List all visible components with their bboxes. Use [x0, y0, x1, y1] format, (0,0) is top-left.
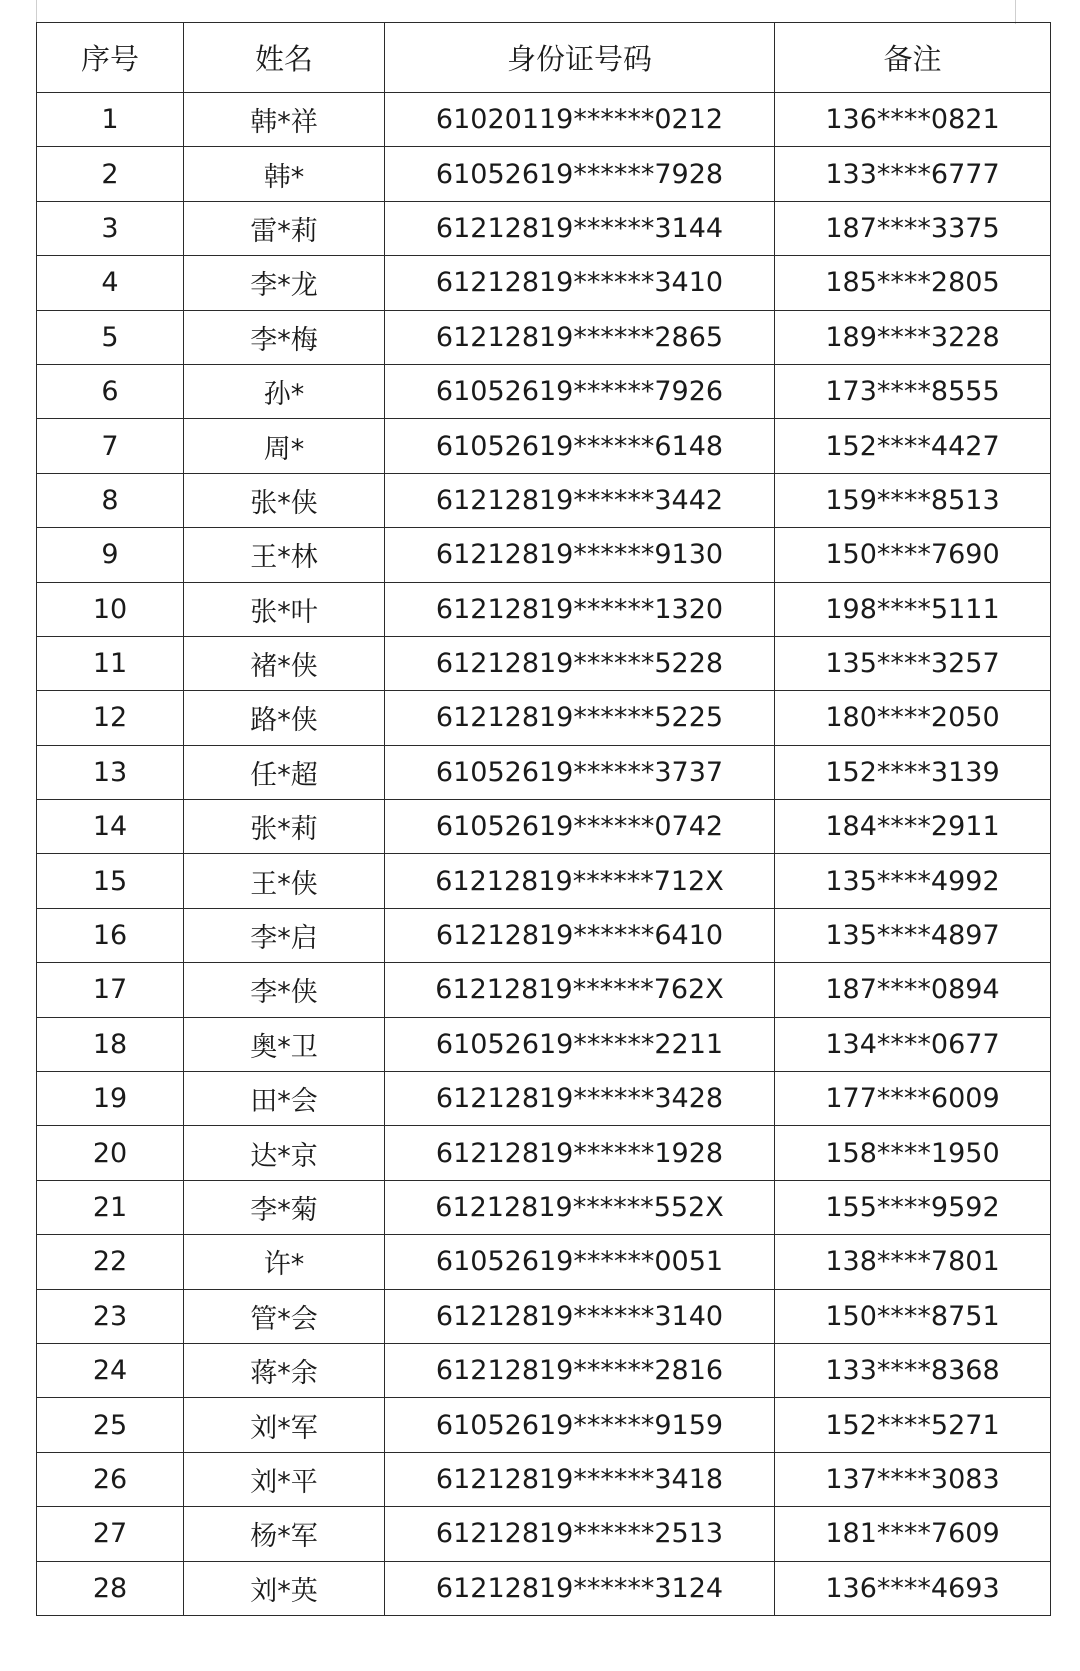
table-row	[37, 1507, 1051, 1561]
cell-name: 李*侠	[184, 963, 385, 1017]
cell-name: 蒋*余	[184, 1343, 385, 1397]
cell-remarks: 198****5111	[775, 582, 1051, 636]
cell-serial-number: 19	[37, 1072, 184, 1126]
header-remarks: 备注	[775, 23, 1051, 93]
cell-name: 雷*莉	[184, 201, 385, 255]
cell-id-number: 61212819******1928	[385, 1126, 775, 1180]
cell-name: 奥*卫	[184, 1017, 385, 1071]
cell-serial-number: 10	[37, 582, 184, 636]
cell-remarks: 158****1950	[775, 1126, 1051, 1180]
cell-id-number: 61052619******7926	[385, 364, 775, 418]
cell-name: 张*侠	[184, 473, 385, 527]
table-row	[37, 963, 1051, 1017]
roster-table	[36, 22, 1051, 1616]
cell-name: 韩*	[184, 147, 385, 201]
cell-remarks: 180****2050	[775, 691, 1051, 745]
page-edge-right	[1015, 0, 1016, 24]
table-row	[37, 93, 1051, 147]
cell-remarks: 187****0894	[775, 963, 1051, 1017]
cell-remarks: 181****7609	[775, 1507, 1051, 1561]
cell-id-number: 61212819******712X	[385, 854, 775, 908]
table-row	[37, 528, 1051, 582]
cell-remarks: 138****7801	[775, 1235, 1051, 1289]
table-row	[37, 1072, 1051, 1126]
cell-remarks: 136****4693	[775, 1561, 1051, 1615]
cell-serial-number: 28	[37, 1561, 184, 1615]
cell-id-number: 61212819******2816	[385, 1343, 775, 1397]
cell-serial-number: 17	[37, 963, 184, 1017]
table-row	[37, 1235, 1051, 1289]
cell-remarks: 187****3375	[775, 201, 1051, 255]
cell-remarks: 137****3083	[775, 1452, 1051, 1506]
table-row	[37, 473, 1051, 527]
cell-remarks: 135****4897	[775, 908, 1051, 962]
table-header	[37, 23, 1051, 93]
cell-remarks: 152****4427	[775, 419, 1051, 473]
cell-serial-number: 8	[37, 473, 184, 527]
cell-serial-number: 12	[37, 691, 184, 745]
cell-name: 刘*平	[184, 1452, 385, 1506]
cell-name: 杨*军	[184, 1507, 385, 1561]
cell-remarks: 135****4992	[775, 854, 1051, 908]
cell-name: 许*	[184, 1235, 385, 1289]
cell-id-number: 61212819******3410	[385, 256, 775, 310]
cell-name: 褚*侠	[184, 636, 385, 690]
table-row	[37, 419, 1051, 473]
cell-id-number: 61052619******7928	[385, 147, 775, 201]
cell-name: 李*龙	[184, 256, 385, 310]
table-row	[37, 908, 1051, 962]
cell-id-number: 61212819******3428	[385, 1072, 775, 1126]
cell-serial-number: 1	[37, 93, 184, 147]
cell-id-number: 61052619******6148	[385, 419, 775, 473]
cell-remarks: 152****5271	[775, 1398, 1051, 1452]
cell-id-number: 61212819******552X	[385, 1180, 775, 1234]
table-row	[37, 854, 1051, 908]
cell-serial-number: 4	[37, 256, 184, 310]
table-row	[37, 1561, 1051, 1615]
table-row	[37, 201, 1051, 255]
table-row	[37, 582, 1051, 636]
cell-serial-number: 5	[37, 310, 184, 364]
table-row	[37, 636, 1051, 690]
cell-id-number: 61212819******6410	[385, 908, 775, 962]
cell-id-number: 61020119******0212	[385, 93, 775, 147]
cell-name: 刘*英	[184, 1561, 385, 1615]
cell-name: 路*侠	[184, 691, 385, 745]
cell-serial-number: 7	[37, 419, 184, 473]
cell-name: 李*菊	[184, 1180, 385, 1234]
cell-remarks: 133****6777	[775, 147, 1051, 201]
cell-id-number: 61052619******9159	[385, 1398, 775, 1452]
cell-serial-number: 26	[37, 1452, 184, 1506]
cell-name: 张*莉	[184, 800, 385, 854]
table-row	[37, 1452, 1051, 1506]
cell-serial-number: 6	[37, 364, 184, 418]
cell-id-number: 61212819******9130	[385, 528, 775, 582]
cell-remarks: 150****8751	[775, 1289, 1051, 1343]
cell-id-number: 61212819******3418	[385, 1452, 775, 1506]
table-row	[37, 1398, 1051, 1452]
cell-id-number: 61212819******5228	[385, 636, 775, 690]
cell-remarks: 177****6009	[775, 1072, 1051, 1126]
cell-id-number: 61212819******3124	[385, 1561, 775, 1615]
table-row	[37, 256, 1051, 310]
cell-name: 任*超	[184, 745, 385, 799]
table-row	[37, 745, 1051, 799]
cell-id-number: 61212819******1320	[385, 582, 775, 636]
cell-name: 王*林	[184, 528, 385, 582]
cell-remarks: 136****0821	[775, 93, 1051, 147]
header-id-number: 身份证号码	[385, 23, 775, 93]
cell-remarks: 173****8555	[775, 364, 1051, 418]
cell-id-number: 61052619******0742	[385, 800, 775, 854]
cell-id-number: 61212819******3140	[385, 1289, 775, 1343]
cell-remarks: 159****8513	[775, 473, 1051, 527]
cell-name: 李*启	[184, 908, 385, 962]
cell-remarks: 135****3257	[775, 636, 1051, 690]
cell-remarks: 134****0677	[775, 1017, 1051, 1071]
table-row	[37, 800, 1051, 854]
cell-id-number: 61052619******3737	[385, 745, 775, 799]
cell-id-number: 61212819******762X	[385, 963, 775, 1017]
cell-serial-number: 23	[37, 1289, 184, 1343]
cell-serial-number: 2	[37, 147, 184, 201]
cell-name: 刘*军	[184, 1398, 385, 1452]
cell-remarks: 152****3139	[775, 745, 1051, 799]
cell-serial-number: 20	[37, 1126, 184, 1180]
cell-serial-number: 16	[37, 908, 184, 962]
cell-name: 韩*祥	[184, 93, 385, 147]
cell-serial-number: 21	[37, 1180, 184, 1234]
cell-serial-number: 14	[37, 800, 184, 854]
cell-id-number: 61212819******2513	[385, 1507, 775, 1561]
cell-remarks: 133****8368	[775, 1343, 1051, 1397]
cell-serial-number: 13	[37, 745, 184, 799]
header-row	[37, 23, 1051, 93]
cell-serial-number: 27	[37, 1507, 184, 1561]
cell-serial-number: 18	[37, 1017, 184, 1071]
table-row	[37, 147, 1051, 201]
cell-name: 田*会	[184, 1072, 385, 1126]
cell-remarks: 184****2911	[775, 800, 1051, 854]
cell-serial-number: 9	[37, 528, 184, 582]
cell-serial-number: 15	[37, 854, 184, 908]
header-serial-number: 序号	[37, 23, 184, 93]
cell-name: 李*梅	[184, 310, 385, 364]
cell-name: 王*侠	[184, 854, 385, 908]
cell-name: 孙*	[184, 364, 385, 418]
table-row	[37, 310, 1051, 364]
cell-remarks: 189****3228	[775, 310, 1051, 364]
cell-serial-number: 22	[37, 1235, 184, 1289]
cell-serial-number: 11	[37, 636, 184, 690]
cell-id-number: 61052619******0051	[385, 1235, 775, 1289]
table-row	[37, 1126, 1051, 1180]
cell-name: 达*京	[184, 1126, 385, 1180]
cell-id-number: 61212819******5225	[385, 691, 775, 745]
cell-serial-number: 3	[37, 201, 184, 255]
cell-serial-number: 25	[37, 1398, 184, 1452]
page-edge-left	[36, 0, 37, 24]
cell-remarks: 150****7690	[775, 528, 1051, 582]
cell-name: 周*	[184, 419, 385, 473]
cell-serial-number: 24	[37, 1343, 184, 1397]
cell-id-number: 61212819******3442	[385, 473, 775, 527]
cell-name: 管*会	[184, 1289, 385, 1343]
table-row	[37, 1289, 1051, 1343]
cell-remarks: 155****9592	[775, 1180, 1051, 1234]
table-row	[37, 1343, 1051, 1397]
header-name: 姓名	[184, 23, 385, 93]
cell-remarks: 185****2805	[775, 256, 1051, 310]
table-row	[37, 364, 1051, 418]
cell-id-number: 61052619******2211	[385, 1017, 775, 1071]
table-row	[37, 1180, 1051, 1234]
cell-name: 张*叶	[184, 582, 385, 636]
cell-id-number: 61212819******2865	[385, 310, 775, 364]
table-row	[37, 691, 1051, 745]
table-row	[37, 1017, 1051, 1071]
table-body	[37, 93, 1051, 1616]
cell-id-number: 61212819******3144	[385, 201, 775, 255]
